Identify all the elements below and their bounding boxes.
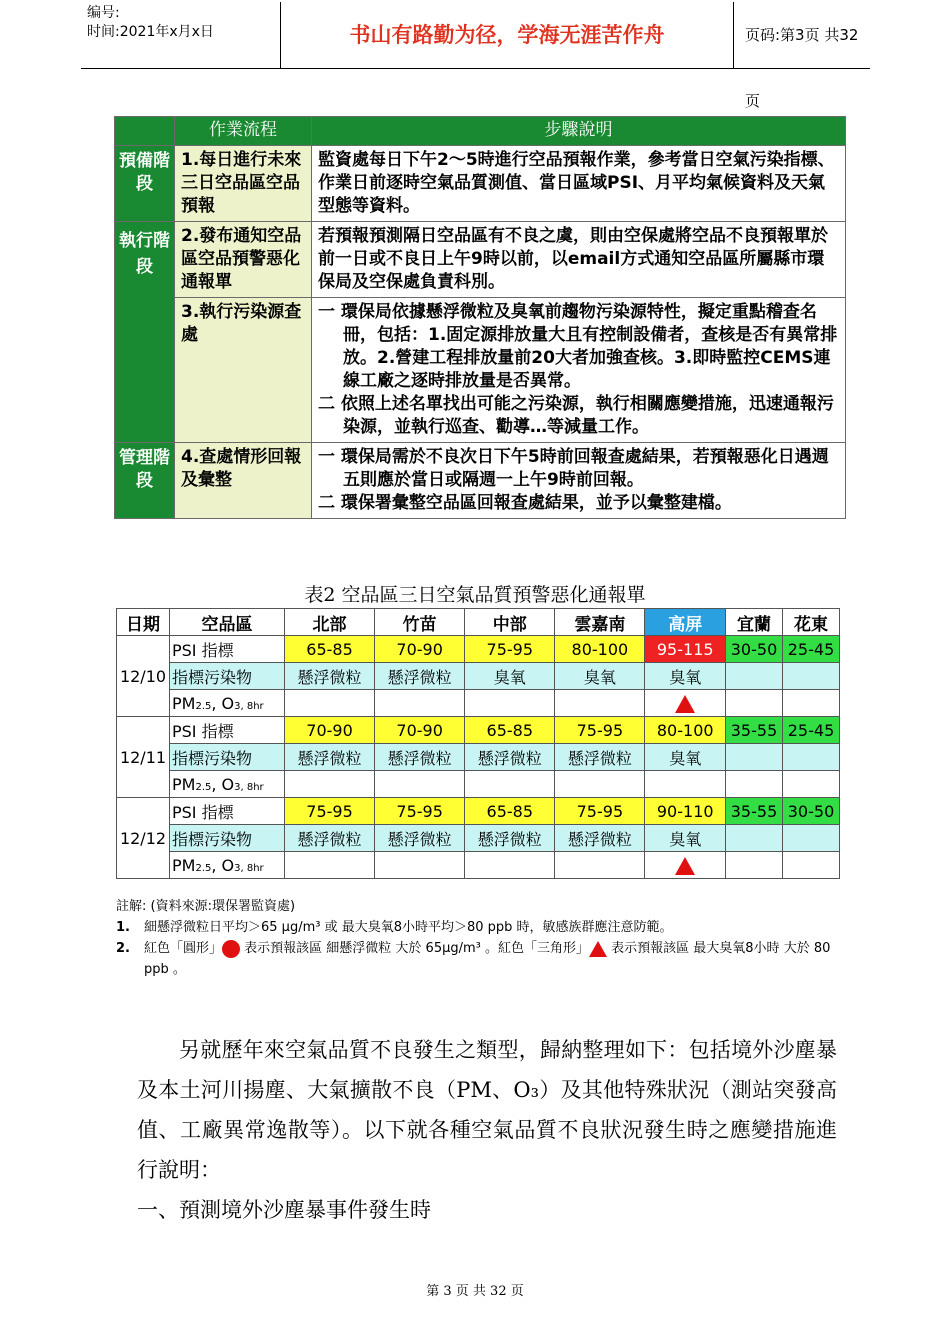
alert-cell [726, 852, 783, 879]
pollutant-row [117, 744, 840, 771]
red-triangle-icon [675, 695, 695, 713]
psi-value: 65-85 [465, 798, 555, 825]
alert-cell [285, 852, 375, 879]
alert-row [117, 690, 840, 717]
pollutant-value [726, 663, 783, 690]
pollutant-row [117, 825, 840, 852]
date-cell: 12/10 [117, 636, 170, 717]
pollutant-value [726, 825, 783, 852]
step-cell: 2.發布通知空品區空品預警惡化通報單 [175, 222, 312, 298]
alert-cell [783, 771, 840, 798]
pollutant-value: 懸浮微粒 [555, 744, 645, 771]
psi-value: 75-95 [465, 636, 555, 663]
alert-row [117, 852, 840, 879]
psi-value: 90-110 [645, 798, 726, 825]
pm-o3-label [170, 852, 285, 879]
date-cell: 12/11 [117, 717, 170, 798]
pollutant-value: 臭氧 [645, 744, 726, 771]
step-cell: 3.執行污染源查處 [175, 298, 312, 443]
alert-cell [375, 690, 465, 717]
alert-cell [726, 690, 783, 717]
note-text: 細懸浮微粒日平均＞65 μg/m³ 或 最大臭氧8小時平均＞80 ppb 時，敏感族群應注意防範。 [144, 920, 673, 935]
process-row [115, 222, 846, 298]
psi-value: 65-85 [285, 636, 375, 663]
alert-cell [285, 690, 375, 717]
psi-label: PSI 指標 [170, 636, 285, 663]
header-cell: 中部 [465, 609, 555, 636]
pollutant-label: 指標污染物 [170, 663, 285, 690]
process-row [115, 298, 846, 443]
pollutant-value: 懸浮微粒 [555, 825, 645, 852]
process-row [115, 146, 846, 222]
col-process: 作業流程 [175, 117, 312, 146]
psi-value: 75-95 [555, 717, 645, 744]
psi-label: PSI 指標 [170, 717, 285, 744]
pollutant-value: 懸浮微粒 [375, 825, 465, 852]
pollutant-value: 臭氧 [645, 663, 726, 690]
header-page: 页码:第3页 共32页 [745, 26, 859, 110]
alert-cell [783, 690, 840, 717]
step-cell: 4.查處情形回報及彙整 [175, 443, 312, 519]
table-notes [116, 896, 846, 980]
psi-row [117, 798, 840, 825]
note-text: 紅色「圓形」 [144, 941, 223, 956]
header-cell: 宜蘭 [726, 609, 783, 636]
psi-value: 70-90 [375, 717, 465, 744]
psi-row [117, 636, 840, 663]
alert-cell [783, 852, 840, 879]
pm-o3-text: PM [172, 855, 196, 875]
psi-value: 25-45 [783, 717, 840, 744]
desc-text: 二 環保署彙整空品區回報查處結果，並予以彙整建檔。 [318, 493, 732, 513]
pollutant-label: 指標污染物 [170, 744, 285, 771]
header-cell: 日期 [117, 609, 170, 636]
psi-value: 30-50 [726, 636, 783, 663]
alert-cell [645, 690, 726, 717]
psi-value: 25-45 [783, 636, 840, 663]
paragraph: 另就歷年來空氣品質不良發生之類型，歸納整理如下：包括境外沙塵暴及本土河川揚塵、大氣擴散不良（PM、O₃）及其他特殊狀況（測站突發高值、工廠異常逸散等）。以下就各種空氣品質不良狀況發生時之應變措施進行說明： [137, 1038, 837, 1182]
alert-cell [375, 771, 465, 798]
step-cell: 1.每日進行未來三日空品區空品預報 [175, 146, 312, 222]
note-number: 1. [116, 920, 130, 935]
pm-o3-text: 3, 8hr [234, 862, 264, 874]
pollutant-value: 懸浮微粒 [285, 825, 375, 852]
alert-cell [465, 771, 555, 798]
pollutant-label: 指標污染物 [170, 825, 285, 852]
pm-o3-text: PM [172, 693, 196, 713]
section-heading: 一、預測境外沙塵暴事件發生時 [137, 1198, 431, 1222]
pollutant-value: 臭氧 [555, 663, 645, 690]
pm-o3-text: 2.5 [195, 700, 212, 712]
pollutant-value [726, 744, 783, 771]
alert-cell [375, 852, 465, 879]
alert-cell [645, 852, 726, 879]
note-2 [116, 938, 846, 980]
alert-cell [465, 852, 555, 879]
pm-o3-text: 3, 8hr [234, 781, 264, 793]
note-text: 表示預報該區 細懸浮微粒 大於 65μg/m³ 。紅色「三角形」 [244, 941, 590, 956]
stage-cell: 預備階段 [115, 146, 175, 222]
desc-cell [312, 298, 846, 443]
alert-cell [726, 771, 783, 798]
psi-value: 70-90 [375, 636, 465, 663]
body-text [137, 1030, 837, 1230]
red-circle-icon [222, 940, 240, 958]
alert-row [117, 771, 840, 798]
header-cell: 北部 [285, 609, 375, 636]
pollutant-value: 懸浮微粒 [285, 663, 375, 690]
corner-cell [115, 117, 175, 146]
pollutant-value [783, 663, 840, 690]
psi-label: PSI 指標 [170, 798, 285, 825]
psi-value: 30-50 [783, 798, 840, 825]
pollutant-row [117, 663, 840, 690]
header-cell: 高屏 [645, 609, 726, 636]
date-cell: 12/12 [117, 798, 170, 879]
desc-text: 監資處每日下午2～5時進行空品預報作業，參考當日空氣污染指標、作業日前逐時空氣品質測值、當日區域PSI、月平均氣候資料及天氣型態等資料。 [318, 150, 835, 216]
psi-value: 75-95 [375, 798, 465, 825]
red-triangle-icon [675, 857, 695, 875]
pollutant-value [783, 744, 840, 771]
page-footer: 第 3 页 共 32 页 [426, 1284, 524, 1299]
stage-cell: 管理階段 [115, 443, 175, 519]
pm-o3-text: 3, 8hr [234, 700, 264, 712]
header-motto: 书山有路勤为径，学海无涯苦作舟 [281, 2, 734, 68]
air-quality-table [116, 608, 840, 879]
psi-value: 80-100 [645, 717, 726, 744]
pollutant-value: 懸浮微粒 [465, 825, 555, 852]
psi-value: 95-115 [645, 636, 726, 663]
pm-o3-text: 2.5 [195, 781, 212, 793]
page-header [81, 2, 870, 110]
header-cell: 竹苗 [375, 609, 465, 636]
pollutant-value: 臭氧 [465, 663, 555, 690]
psi-value: 35-55 [726, 798, 783, 825]
desc-text: 一 環保局依據懸浮微粒及臭氧前趨物污染源特性，擬定重點稽查名冊，包括：1.固定源排放量大且有控制設備者，查核是否有異常排放。2.營建工程排放量前20大者加強查核。3.即時監控CEMS連線工廠之逐時排放量是否異常。 [318, 302, 838, 391]
col-steps: 步驟說明 [312, 117, 846, 146]
desc-text: 一 環保局需於不良次日下午5時前回報查處結果，若預報惡化日遇週五則應於當日或隔週一上午9時前回報。 [318, 447, 829, 490]
pollutant-value: 懸浮微粒 [375, 744, 465, 771]
desc-text: 若預報預測隔日空品區有不良之虞，則由空保處將空品不良預報單於前一日或不良日上午9時以前，以email方式通知空品區所屬縣市環保局及空保處負責科別。 [318, 226, 828, 292]
notes-intro: 註解: (資料來源:環保署監資處) [116, 899, 296, 914]
note-1 [116, 917, 846, 938]
pm-o3-label [170, 690, 285, 717]
header-cell: 花東 [783, 609, 840, 636]
pm-o3-text: , O [211, 774, 235, 794]
psi-row [117, 717, 840, 744]
desc-cell [312, 222, 846, 298]
desc-cell [312, 443, 846, 519]
desc-cell [312, 146, 846, 222]
psi-value: 70-90 [285, 717, 375, 744]
header-cell: 空品區 [170, 609, 285, 636]
pm-o3-text: , O [211, 693, 235, 713]
psi-value: 75-95 [555, 798, 645, 825]
alert-cell [555, 771, 645, 798]
pollutant-value: 懸浮微粒 [375, 663, 465, 690]
desc-text: 二 依照上述名單找出可能之污染源，執行相關應變措施，迅速通報污染源，並執行巡查、勸導…等減量工作。 [318, 394, 834, 437]
alert-cell [555, 690, 645, 717]
pollutant-value [783, 825, 840, 852]
pm-o3-text: 2.5 [195, 862, 212, 874]
psi-value: 35-55 [726, 717, 783, 744]
header-meta [81, 2, 281, 68]
header-cell: 雲嘉南 [555, 609, 645, 636]
psi-value: 75-95 [285, 798, 375, 825]
process-header-row [115, 117, 846, 146]
number-label: 编号: [87, 5, 120, 21]
time-label: 时间:2021年x月x日 [87, 24, 214, 40]
pm-o3-text: PM [172, 774, 196, 794]
psi-value: 80-100 [555, 636, 645, 663]
process-table [114, 116, 846, 519]
table-caption: 表2 空品區三日空氣品質預警惡化通報單 [304, 584, 646, 606]
red-triangle-icon [589, 941, 607, 957]
pm-o3-label [170, 771, 285, 798]
note-text: 表示預報該區 最大臭氧8小時 大於 80 ppb 。 [144, 941, 831, 977]
alert-cell [465, 690, 555, 717]
alert-cell [555, 852, 645, 879]
aq-header-row [117, 609, 840, 636]
alert-cell [645, 771, 726, 798]
alert-cell [285, 771, 375, 798]
note-number: 2. [116, 941, 130, 956]
process-row [115, 443, 846, 519]
psi-value: 65-85 [465, 717, 555, 744]
pollutant-value: 懸浮微粒 [285, 744, 375, 771]
stage-cell: 執行階段 [115, 222, 175, 443]
pollutant-value: 懸浮微粒 [465, 744, 555, 771]
pollutant-value: 臭氧 [645, 825, 726, 852]
pm-o3-text: , O [211, 855, 235, 875]
